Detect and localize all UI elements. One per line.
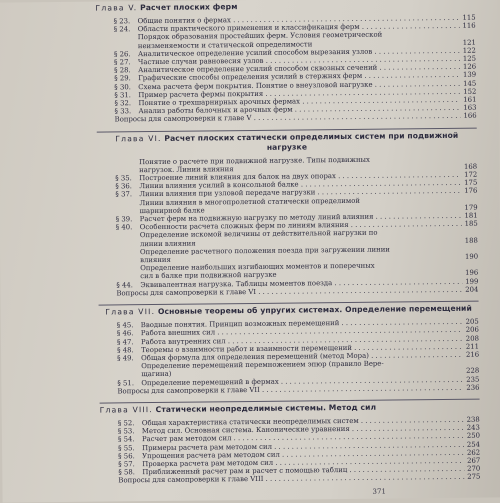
entry-text: Вопросы для самопроверки к главе VII . . . [99,383,463,395]
page-ref: 254 [464,440,480,448]
page-ref: 161 [460,96,476,104]
page-ref: 172 [461,171,477,179]
page-ref: 185 [462,220,478,228]
section-number: § 46. [99,329,141,338]
entry-text: Вводные понятия. Принцип возможных перемещений . . . [141,318,463,330]
section-number: § 36. [97,182,139,191]
entry-text: Частные случаи равновесия узлов . . . [138,55,460,67]
section-number: § 48. [99,346,141,355]
page-ref: 122 [460,46,476,54]
page-ref: 166 [461,112,477,120]
entry-text: Работа внешних сил . . . [141,326,463,338]
section-number: § 33. [97,107,139,116]
page-ref: 175 [461,179,477,187]
page-ref: 199 [462,277,478,285]
entry-text: Области практического применения и классификация ферм . . . [138,22,460,34]
section-number: § 58. [100,468,142,477]
entry-text: Линии влияния при узловой передаче нагрузки . . . [139,187,461,199]
entry-text: Линии влияния в многопролетной статически определимой [139,195,461,207]
entry-text: Примеры расчета рам методом сил . . . [142,440,464,452]
section-number: § 31. [96,91,138,100]
page-ref: 204 [462,286,478,294]
page-ref: 236 [463,383,479,391]
entry-text: Расчет ферм на подвижную нагрузку по методу линий влияния . . . [140,212,462,224]
section-number: § 40. [98,223,140,232]
entry-text: влияния [140,253,462,265]
page-ref: 275 [464,473,480,481]
page-ref: 196 [462,269,478,277]
section-number: § 52. [100,419,142,428]
section-number: § 44. [98,281,140,290]
entry-text: Понятие о расчете при подвижной нагрузке. Типы подвижных [139,154,461,166]
entry-text: Аналитическое определение усилий способом сквозных сечений . . . [138,63,460,75]
section-number: § 57. [100,460,142,469]
section-number: § 29. [96,75,138,84]
page-ref: 267 [464,457,480,465]
section-number: § 51. [99,379,141,388]
entry-text: Построение линий влияния для балок на двух опорах . . . [139,171,461,183]
page-ref: 238 [464,416,480,424]
entry-text: Пример расчета фермы покрытия . . . [138,88,460,100]
section-number: § 49. [99,354,141,363]
page-ref: 262 [464,448,480,456]
entry-text: Вопросы для самопроверки к главе VIII . . . [100,473,464,485]
page-ref: 208 [463,334,479,342]
page-ref: 125 [460,55,476,63]
entry-text: Анализ работы балочных и арочных ферм . . . [139,104,461,116]
entry-text: щагина) [141,367,463,379]
chapter-title: Расчет плоских ферм [140,2,237,12]
entry-text: Линии влияния усилий в консольной балке . . . [139,179,461,191]
entry-text: Определение перемещений в фермах . . . [141,375,463,387]
page-ref: 228 [463,367,479,375]
entry-text: линии влияния [140,236,462,248]
page-ref: 181 [462,212,478,220]
chapter-title: Расчет плоских статически определимых систем при подвижной нагрузке [164,130,458,151]
entry-text: Эквивалентная нагрузка. Таблицы моментов поезда . . . [140,277,462,289]
section-number: § 54. [100,435,142,444]
page-ref: 121 [460,38,476,46]
entry-text: шарнирной балке [140,204,462,216]
section-number: § 26. [96,50,138,59]
entry-text: Порядок образования простейших ферм. Условия геометрической [138,30,460,42]
page-ref: 176 [461,187,477,195]
section-number: § 45. [99,321,141,330]
section-number: § 53. [100,427,142,436]
chapter-title: Статически неопределимые системы. Метод сил [156,403,377,414]
page-ref: 235 [463,375,479,383]
page-ref: 211 [463,342,479,350]
entry-text: Упрощения расчета рам методом сил . . . [142,449,464,461]
entry-text: Понятие о трехшарнирных арочных фермах . . . [138,96,460,108]
table-of-contents [95,0,480,489]
page-ref: 188 [462,236,478,244]
section-number: § 23. [96,17,138,26]
section-number: § 30. [96,83,138,92]
section-number: § 37. [97,191,139,200]
entry-text: Определение перемещений перемножением эпюр (правило Вере- [141,359,463,371]
page-ref: 190 [462,253,478,261]
section-number: § 27. [96,58,138,67]
entry-text: Расчет рам методом сил . . . [142,432,464,444]
entry-text: Определение искомой величины от действительной нагрузки по [140,228,462,240]
page-ref: 206 [463,326,479,334]
page-ref: 168 [461,162,477,170]
chapter-label: Глава VII. [105,307,155,317]
section-number: § 56. [100,452,142,461]
page-ref: 205 [463,318,479,326]
chapter-label: Глава VIII. [100,405,153,415]
entry-text: Аналитическое определение усилий способом вырезания узлов . . . [138,47,460,59]
page-ref: 179 [462,203,478,211]
page-ref: 270 [464,465,480,473]
section-number: § 47. [99,338,141,347]
page-number: 371 [372,488,385,496]
entry-text: сил в балке при подвижной нагрузке [140,269,462,281]
entry-text: Общая характеристика статически неопределимых систем . . . [142,416,464,428]
section-number: § 39. [98,215,140,224]
entry-text: Вопросы для самопроверки к главе V . . . [97,112,461,124]
page-ref: 163 [460,104,476,112]
section-number: § 24. [96,25,138,34]
page-ref: 250 [464,432,480,440]
entry-text: Графические способы определения усилий в стержнях ферм . . . [138,71,460,83]
page-ref: 115 [460,14,476,22]
entry-text: Работа внутренних сил . . . [141,334,463,346]
page-ref: 216 [463,351,479,359]
section-number: § 35. [97,174,139,183]
entry-text: Проверка расчета рам методом сил . . . [142,457,464,469]
page-ref: 145 [460,79,476,87]
section-number: § 55. [100,444,142,453]
chapter-title: Основные теоремы об упругих системах. Определение перемещений [158,304,472,316]
page-ref: 116 [460,22,476,30]
entry-text: Определение расчетного положения поезда при загружении линии [140,245,462,257]
chapter-label: Глава V. [95,3,137,12]
entry-text: Метод сил. Основная система. Канонические уравнения . . . [142,424,464,436]
chapter-label: Глава VI. [115,134,161,143]
page-ref: 152 [460,87,476,95]
section-number: § 28. [96,66,138,75]
entry-text: Общая формула для определения перемещений (метод Мора) . . . [141,351,463,363]
entry-text: Теоремы о взаимности работ и взаимности перемещений . . . [141,342,463,354]
page-ref: 243 [464,424,480,432]
entry-text: нагрузок. Линии влияния [139,163,461,175]
entry-text: Вопросы для самопроверки к главе VI . . . [98,286,462,298]
page-ref: 139 [460,71,476,79]
page-ref: 126 [460,63,476,71]
entry-text: Общие понятия о фермах . . . [138,14,460,26]
section-number: § 32. [96,99,138,108]
entry-text: Особенности расчета сложных ферм по линиям влияния . . . [140,220,462,232]
entry-text: Приближенный расчет рам и расчет с помощью таблиц . . . [142,465,464,477]
entry-text: Определение наибольших изгибающих моментов и поперечных [140,261,462,273]
entry-text: Схема расчета ферм покрытия. Понятие о внеузловой нагрузке . . . [138,79,460,91]
entry-text: неизменяемости и статической определимости [138,38,460,50]
